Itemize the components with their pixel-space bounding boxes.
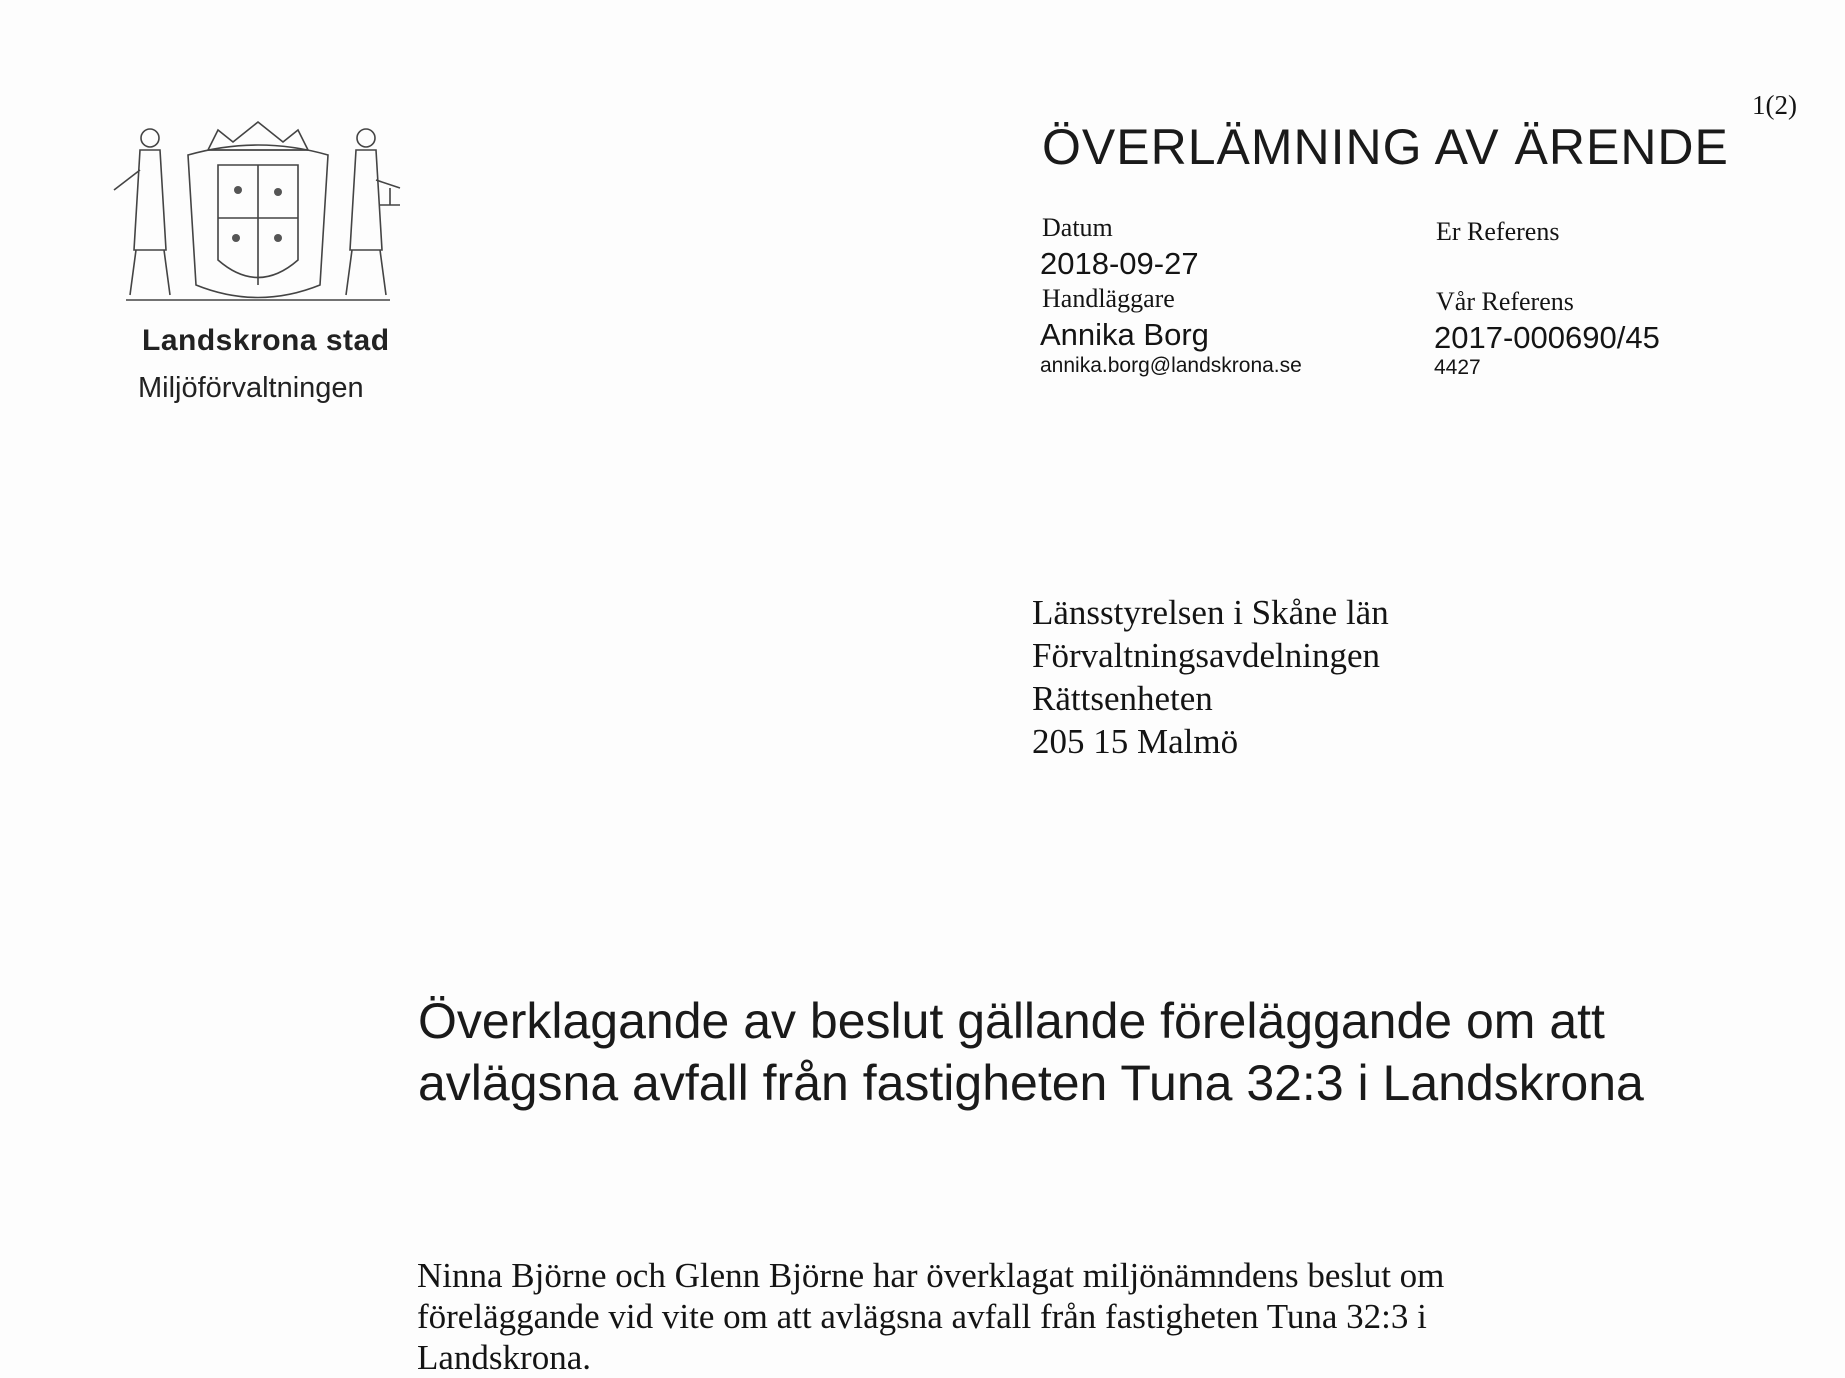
document-title: ÖVERLÄMNING AV ÄRENDE	[1042, 119, 1729, 175]
handler-name: Annika Borg	[1040, 317, 1209, 352]
page-number: 1(2)	[1752, 90, 1797, 120]
handler-label: Handläggare	[1042, 284, 1175, 313]
date-value: 2018-09-27	[1040, 246, 1199, 281]
recipient-line-4: 205 15 Malmö	[1032, 722, 1239, 761]
recipient-line-3: Rättsenheten	[1032, 679, 1213, 718]
our-reference-extra: 4427	[1434, 356, 1481, 379]
subject-heading: Överklagande av beslut gällande föreläggande om att avlägsna avfall från fastigheten Tuna 32:3 i Landskrona	[418, 993, 1644, 1111]
their-reference-label: Er Referens	[1436, 217, 1560, 246]
our-reference-value: 2017-000690/45	[1434, 320, 1660, 355]
recipient-line-1: Länsstyrelsen i Skåne län	[1032, 593, 1389, 632]
recipient-line-2: Förvaltningsavdelningen	[1032, 636, 1381, 675]
coat-of-arms-icon	[108, 110, 408, 310]
body-paragraph: Ninna Björne och Glenn Björne har överklagat miljönämndens beslut om föreläggande vid vite om att avlägsna avfall från fastigheten Tuna 32:3 i Landskrona.	[417, 1256, 1445, 1377]
organization-name: Landskrona stad	[142, 324, 390, 357]
date-label: Datum	[1042, 213, 1113, 242]
organization-department: Miljöförvaltningen	[138, 372, 364, 404]
our-reference-label: Vår Referens	[1436, 287, 1574, 316]
handler-email: annika.borg@landskrona.se	[1040, 354, 1302, 377]
